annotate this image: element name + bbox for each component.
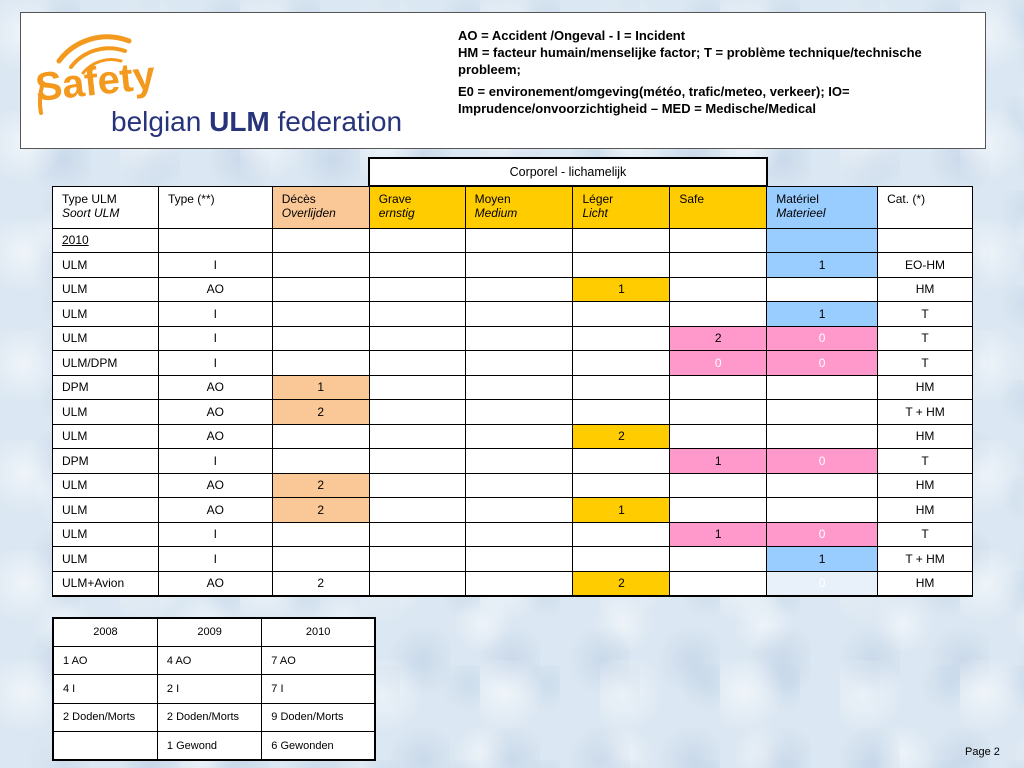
summary-cell: 7 I (262, 675, 375, 703)
cell-leger: 0 (573, 375, 670, 400)
table-row (53, 424, 973, 449)
col-cat: Cat. (*) (878, 186, 973, 228)
cell-leger: 0 (573, 302, 670, 327)
cell-cat: T + HM (878, 547, 973, 572)
table-row (53, 351, 973, 376)
summary-cell: 2 I (157, 675, 261, 703)
col-safe: Safe (670, 186, 767, 228)
summary-cell: 1 Gewond (157, 732, 261, 760)
cell-materiel: 0 (767, 400, 878, 425)
cell-deces: 0 (272, 424, 369, 449)
cell-moyen: 0 (465, 253, 573, 278)
cell-type: I (158, 326, 272, 351)
cell-ulm: ULM (53, 302, 159, 327)
cell-materiel: 1 (767, 302, 878, 327)
cell-deces: 2 (272, 571, 369, 596)
cell-grave: 0 (369, 351, 465, 376)
summary-cell: 2 Doden/Morts (53, 703, 157, 731)
cell-type: AO (158, 400, 272, 425)
cell-moyen (465, 547, 573, 572)
cell-materiel: 0 (767, 473, 878, 498)
cell-materiel: 0 (767, 522, 878, 547)
table-row (53, 498, 973, 523)
cell-leger (573, 547, 670, 572)
cell-deces: 0 (272, 351, 369, 376)
table-row (53, 547, 973, 572)
legend-text (458, 27, 978, 122)
table-row (53, 302, 973, 327)
cell-leger: 1 (573, 498, 670, 523)
cell-materiel: 0 (767, 375, 878, 400)
summary-cell: 4 AO (157, 646, 261, 674)
cell-safe (670, 400, 767, 425)
col-type-ulm: Type ULM Soort ULM (53, 186, 159, 228)
cell-cat: T (878, 326, 973, 351)
cell-safe (670, 547, 767, 572)
incident-table (52, 157, 973, 597)
cell-moyen: 0 (465, 498, 573, 523)
safety-logo (31, 23, 451, 143)
summary-row (53, 703, 375, 731)
cell-cat: T (878, 302, 973, 327)
cell-moyen: 0 (465, 351, 573, 376)
cell-leger: 0 (573, 326, 670, 351)
cell-type: I (158, 302, 272, 327)
cell-type: I (158, 522, 272, 547)
cell-cat: HM (878, 498, 973, 523)
cell-type: I (158, 449, 272, 474)
summary-cell (53, 732, 157, 760)
cell-safe (670, 424, 767, 449)
summary-cell: 9 Doden/Morts (262, 703, 375, 731)
summary-table (52, 617, 376, 761)
summary-row (53, 646, 375, 674)
cell-safe (670, 473, 767, 498)
cell-deces: 0 (272, 277, 369, 302)
cell-deces: 2 (272, 498, 369, 523)
table-row (53, 326, 973, 351)
cell-materiel: 0 (767, 424, 878, 449)
summary-cell: 6 Gewonden (262, 732, 375, 760)
safety-wordmark: Safety (33, 53, 158, 110)
cell-safe (670, 498, 767, 523)
cell-ulm: ULM+Avion (53, 571, 159, 596)
cell-grave: 0 (369, 277, 465, 302)
cell-moyen: 0 (465, 424, 573, 449)
cell-deces: 0 (272, 253, 369, 278)
cell-leger: 0 (573, 351, 670, 376)
cell-grave: 0 (369, 302, 465, 327)
cell-deces: 2 (272, 400, 369, 425)
cell-materiel: 0 (767, 326, 878, 351)
group-header-corporel: Corporel - lichamelijk (369, 158, 767, 186)
table-row (53, 277, 973, 302)
summary-cell: 1 AO (53, 646, 157, 674)
table-row (53, 473, 973, 498)
cell-deces (272, 547, 369, 572)
col-leger: Léger Licht (573, 186, 670, 228)
cell-cat: HM (878, 277, 973, 302)
cell-grave: 0 (369, 424, 465, 449)
cell-cat: EO-HM (878, 253, 973, 278)
cell-safe: 0 (670, 351, 767, 376)
cell-grave: 0 (369, 326, 465, 351)
legend-line-factor: HM = facteur humain/menselijke factor; T = problème technique/technische probleem; (458, 45, 922, 77)
table-row (53, 449, 973, 474)
cell-materiel: 0 (767, 571, 878, 596)
summary-header: 2009 (157, 618, 261, 646)
cell-deces: 2 (272, 473, 369, 498)
header-banner (20, 12, 986, 149)
cell-ulm: ULM (53, 400, 159, 425)
cell-cat: HM (878, 424, 973, 449)
cell-ulm: ULM (53, 326, 159, 351)
cell-leger: 0 (573, 473, 670, 498)
cell-moyen: 0 (465, 302, 573, 327)
cell-grave (369, 571, 465, 596)
col-moyen: Moyen Medium (465, 186, 573, 228)
cell-type: AO (158, 571, 272, 596)
cell-cat: HM (878, 375, 973, 400)
cell-cat: HM (878, 473, 973, 498)
cell-deces: 0 (272, 302, 369, 327)
cell-grave: 0 (369, 449, 465, 474)
federation-wordmark: belgian ULM federation (111, 106, 403, 137)
table-row (53, 571, 973, 596)
summary-row (53, 732, 375, 760)
cell-safe: 1 (670, 449, 767, 474)
cell-cat: T (878, 522, 973, 547)
cell-type: I (158, 253, 272, 278)
cell-type: AO (158, 424, 272, 449)
cell-safe: 1 (670, 522, 767, 547)
cell-materiel: 0 (767, 498, 878, 523)
cell-safe (670, 253, 767, 278)
table-row (53, 400, 973, 425)
cell-type: AO (158, 498, 272, 523)
cell-materiel: 1 (767, 547, 878, 572)
cell-type: AO (158, 375, 272, 400)
summary-header-row (53, 618, 375, 646)
cell-moyen: 0 (465, 326, 573, 351)
cell-grave: 0 (369, 375, 465, 400)
summary-header: 2008 (53, 618, 157, 646)
cell-leger: 0 (573, 522, 670, 547)
cell-safe: 2 (670, 326, 767, 351)
cell-moyen: 0 (465, 277, 573, 302)
cell-leger: 1 (573, 277, 670, 302)
cell-leger: 0 (573, 253, 670, 278)
cell-ulm: ULM (53, 498, 159, 523)
cell-moyen: 0 (465, 449, 573, 474)
cell-grave: 0 (369, 522, 465, 547)
cell-grave: 0 (369, 253, 465, 278)
cell-deces: 0 (272, 449, 369, 474)
cell-leger: 0 (573, 400, 670, 425)
col-grave: Grave ernstig (369, 186, 465, 228)
cell-ulm: DPM (53, 449, 159, 474)
cell-deces: 0 (272, 522, 369, 547)
cell-deces: 1 (272, 375, 369, 400)
group-header-row (53, 158, 973, 186)
cell-safe (670, 302, 767, 327)
cell-safe (670, 571, 767, 596)
table-row (53, 375, 973, 400)
cell-ulm: ULM (53, 424, 159, 449)
cell-type: I (158, 351, 272, 376)
cell-cat: T + HM (878, 400, 973, 425)
cell-cat: T (878, 351, 973, 376)
cell-materiel: 1 (767, 253, 878, 278)
cell-cat: HM (878, 571, 973, 596)
cell-grave: 0 (369, 400, 465, 425)
cell-ulm: ULM (53, 277, 159, 302)
cell-moyen: 0 (465, 400, 573, 425)
cell-materiel: 0 (767, 277, 878, 302)
cell-moyen: 0 (465, 522, 573, 547)
cell-leger: 2 (573, 571, 670, 596)
summary-cell: 4 I (53, 675, 157, 703)
summary-cell: 7 AO (262, 646, 375, 674)
col-type: Type (**) (158, 186, 272, 228)
cell-materiel: 0 (767, 449, 878, 474)
cell-ulm: DPM (53, 375, 159, 400)
cell-moyen (465, 571, 573, 596)
col-materiel: Matériel Materieel (767, 186, 878, 228)
cell-type: AO (158, 277, 272, 302)
cell-grave: 0 (369, 498, 465, 523)
table-body (53, 253, 973, 596)
summary-cell: 2 Doden/Morts (157, 703, 261, 731)
legend-line-type: AO = Accident /Ongeval - I = Incident (458, 28, 686, 43)
cell-deces: 0 (272, 326, 369, 351)
summary-header: 2010 (262, 618, 375, 646)
year-label: 2010 (53, 228, 159, 253)
cell-leger: 2 (573, 424, 670, 449)
cell-grave (369, 547, 465, 572)
cell-type: AO (158, 473, 272, 498)
cell-materiel: 0 (767, 351, 878, 376)
cell-ulm: ULM (53, 547, 159, 572)
table-row (53, 253, 973, 278)
summary-body (53, 646, 375, 760)
cell-moyen: 0 (465, 375, 573, 400)
cell-grave: 0 (369, 473, 465, 498)
cell-leger: 0 (573, 449, 670, 474)
cell-ulm: ULM/DPM (53, 351, 159, 376)
table-row (53, 522, 973, 547)
cell-ulm: ULM (53, 522, 159, 547)
cell-moyen: 0 (465, 473, 573, 498)
page-number: Page 2 (965, 746, 1000, 758)
year-row (53, 228, 973, 253)
cell-type: I (158, 547, 272, 572)
cell-ulm: ULM (53, 473, 159, 498)
col-deces: Décès Overlijden (272, 186, 369, 228)
cell-cat: T (878, 449, 973, 474)
column-header-row (53, 186, 973, 228)
legend-line-environment: E0 = environement/omgeving(météo, trafic/meteo, verkeer); IO= Imprudence/onvoorzichtigheid – MED = Medische/Medical (458, 84, 850, 116)
summary-row (53, 675, 375, 703)
cell-safe (670, 277, 767, 302)
cell-safe (670, 375, 767, 400)
cell-ulm: ULM (53, 253, 159, 278)
